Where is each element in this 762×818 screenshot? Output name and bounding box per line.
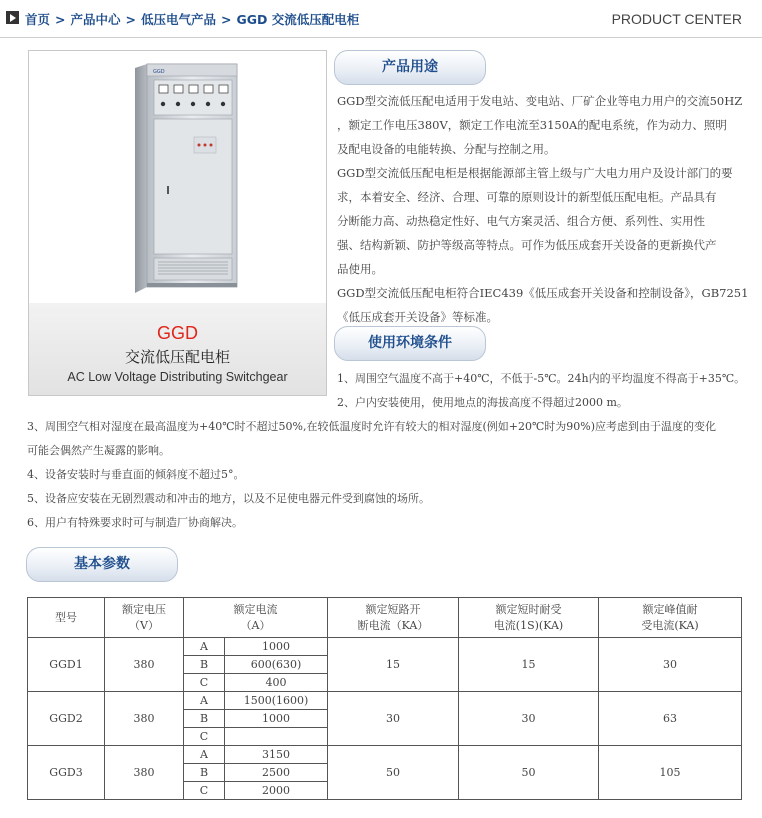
cell-grade: A bbox=[184, 692, 225, 710]
cell-short-time: 50 bbox=[459, 746, 599, 800]
breadcrumb bbox=[25, 10, 359, 28]
breadcrumb-separator: > bbox=[125, 12, 136, 27]
product-name-en: AC Low Voltage Distributing Switchgear bbox=[67, 370, 288, 384]
cell-voltage: 380 bbox=[105, 746, 184, 800]
cell-current: 3150 bbox=[225, 746, 328, 764]
cell-grade: C bbox=[184, 782, 225, 800]
cell-grade: B bbox=[184, 764, 225, 782]
header-model bbox=[28, 598, 105, 638]
cell-current: 1000 bbox=[225, 638, 328, 656]
cell-voltage: 380 bbox=[105, 638, 184, 692]
cell-peak: 63 bbox=[599, 692, 742, 746]
header-label: 断电流（KA） bbox=[357, 618, 429, 632]
header-label: 受电流(KA) bbox=[641, 618, 699, 632]
arrow-right-icon bbox=[6, 11, 19, 24]
header-label: 型号 bbox=[55, 610, 77, 624]
header-label: 额定电压 bbox=[122, 602, 166, 616]
product-model: GGD bbox=[156, 323, 198, 343]
env-text-full bbox=[27, 415, 752, 535]
cell-grade: A bbox=[184, 746, 225, 764]
params-table bbox=[27, 597, 742, 800]
product-caption bbox=[29, 303, 326, 395]
usage-text bbox=[337, 89, 752, 329]
breadcrumb-home-link[interactable]: 首页 bbox=[25, 12, 51, 27]
breadcrumb-separator: > bbox=[55, 12, 66, 27]
usage-line: GGD型交流低压配电柜符合IEC439《低压成套开关设备和控制设备》，GB7251 bbox=[337, 286, 749, 300]
header-voltage bbox=[105, 598, 184, 638]
cell-current: 600(630) bbox=[225, 656, 328, 674]
env-text-right bbox=[337, 367, 757, 415]
breadcrumb-separator: > bbox=[221, 12, 232, 27]
cell-current: 1000 bbox=[225, 710, 328, 728]
cell-model: GGD1 bbox=[28, 638, 105, 692]
cell-peak: 30 bbox=[599, 638, 742, 692]
header-label: 额定短路开 bbox=[365, 602, 421, 616]
usage-line: GGD型交流低压配电适用于发电站、变电站、厂矿企业等电力用户的交流50HZ bbox=[337, 94, 743, 108]
cell-current bbox=[225, 728, 328, 746]
table-header-row bbox=[28, 598, 742, 638]
top-bar bbox=[0, 0, 762, 38]
cell-short-time: 15 bbox=[459, 638, 599, 692]
env-line: 5、设备应安装在无剧烈震动和冲击的地方，以及不足使电器元件受到腐蚀的场所。 bbox=[27, 492, 430, 505]
header-label: （V） bbox=[129, 618, 159, 632]
cell-grade: C bbox=[184, 728, 225, 746]
breadcrumb-products-link[interactable]: 产品中心 bbox=[70, 12, 121, 27]
section-heading-product-center: PRODUCT CENTER bbox=[611, 11, 742, 27]
env-line: 4、设备安装时与垂直面的倾斜度不超过5°。 bbox=[27, 468, 245, 481]
cell-current: 1500(1600) bbox=[225, 692, 328, 710]
cell-model: GGD2 bbox=[28, 692, 105, 746]
cell-short-time: 30 bbox=[459, 692, 599, 746]
cell-grade: B bbox=[184, 656, 225, 674]
cell-current: 400 bbox=[225, 674, 328, 692]
header-short-time bbox=[459, 598, 599, 638]
product-card[interactable] bbox=[28, 50, 327, 396]
cell-model: GGD3 bbox=[28, 746, 105, 800]
cell-grade: A bbox=[184, 638, 225, 656]
cell-voltage: 380 bbox=[105, 692, 184, 746]
env-line: 可能会偶然产生凝露的影响。 bbox=[27, 444, 170, 457]
usage-line: 及配电设备的电能转换、分配与控制之用。 bbox=[337, 142, 556, 156]
usage-line: 《低压成套开关设备》等标准。 bbox=[337, 310, 498, 324]
cell-breaking: 30 bbox=[328, 692, 459, 746]
usage-line: GGD型交流低压配电柜是根据能源部主管上级与广大电力用户及设计部门的要 bbox=[337, 166, 733, 180]
header-label: 额定电流 bbox=[233, 602, 278, 616]
env-line: 1、周围空气温度不高于+40℃，不低于-5℃。24h内的平均温度不得高于+35℃。 bbox=[337, 372, 746, 385]
header-label: 额定短时耐受 bbox=[495, 602, 562, 616]
cell-peak: 105 bbox=[599, 746, 742, 800]
header-breaking bbox=[328, 598, 459, 638]
table-row bbox=[28, 746, 742, 764]
breadcrumb-category-link[interactable]: 低压电气产品 bbox=[141, 12, 217, 27]
table-row bbox=[28, 638, 742, 656]
usage-line: 求，本着安全、经济、合理、可靠的原则设计的新型低压配电柜。产品具有 bbox=[337, 190, 717, 204]
tab-basic-params[interactable]: 基本参数 bbox=[26, 547, 178, 582]
product-name-cn: 交流低压配电柜 bbox=[124, 348, 230, 366]
breadcrumb-current-link[interactable]: GGD 交流低压配电柜 bbox=[236, 12, 360, 27]
env-line: 3、周围空气相对湿度在最高温度为+40℃时不超过50%,在较低温度时允许有较大的相对湿度(例如+20℃时为90%)应考虑到由于温度的变化 bbox=[27, 420, 717, 433]
usage-line: 分断能力高、动热稳定性好、电气方案灵活、组合方便、系列性、实用性 bbox=[337, 214, 705, 228]
usage-line: ，额定工作电压380V，额定工作电流至3150A的配电系统，作为动力、照明 bbox=[337, 118, 727, 132]
usage-line: 品使用。 bbox=[337, 262, 383, 276]
switchgear-cabinet-image bbox=[29, 51, 326, 303]
header-peak bbox=[599, 598, 742, 638]
header-label: （A） bbox=[240, 618, 271, 632]
tab-product-usage[interactable]: 产品用途 bbox=[334, 50, 486, 85]
header-label: 电流(1S)(KA) bbox=[493, 618, 564, 632]
cell-grade: B bbox=[184, 710, 225, 728]
env-line: 2、户内安装使用，使用地点的海拔高度不得超过2000 m。 bbox=[337, 396, 628, 409]
table-row bbox=[28, 692, 742, 710]
header-label: 额定峰值耐 bbox=[642, 602, 698, 616]
header-current bbox=[184, 598, 328, 638]
cell-current: 2000 bbox=[225, 782, 328, 800]
tab-environment[interactable]: 使用环境条件 bbox=[334, 326, 486, 361]
svg-text:GGD: GGD bbox=[153, 69, 165, 75]
env-line: 6、用户有特殊要求时可与制造厂协商解决。 bbox=[27, 516, 243, 529]
cell-breaking: 15 bbox=[328, 638, 459, 692]
cell-current: 2500 bbox=[225, 764, 328, 782]
cell-grade: C bbox=[184, 674, 225, 692]
usage-line: 强、结构新颖、防护等级高等特点。可作为低压成套开关设备的更新换代产 bbox=[337, 238, 717, 252]
cell-breaking: 50 bbox=[328, 746, 459, 800]
